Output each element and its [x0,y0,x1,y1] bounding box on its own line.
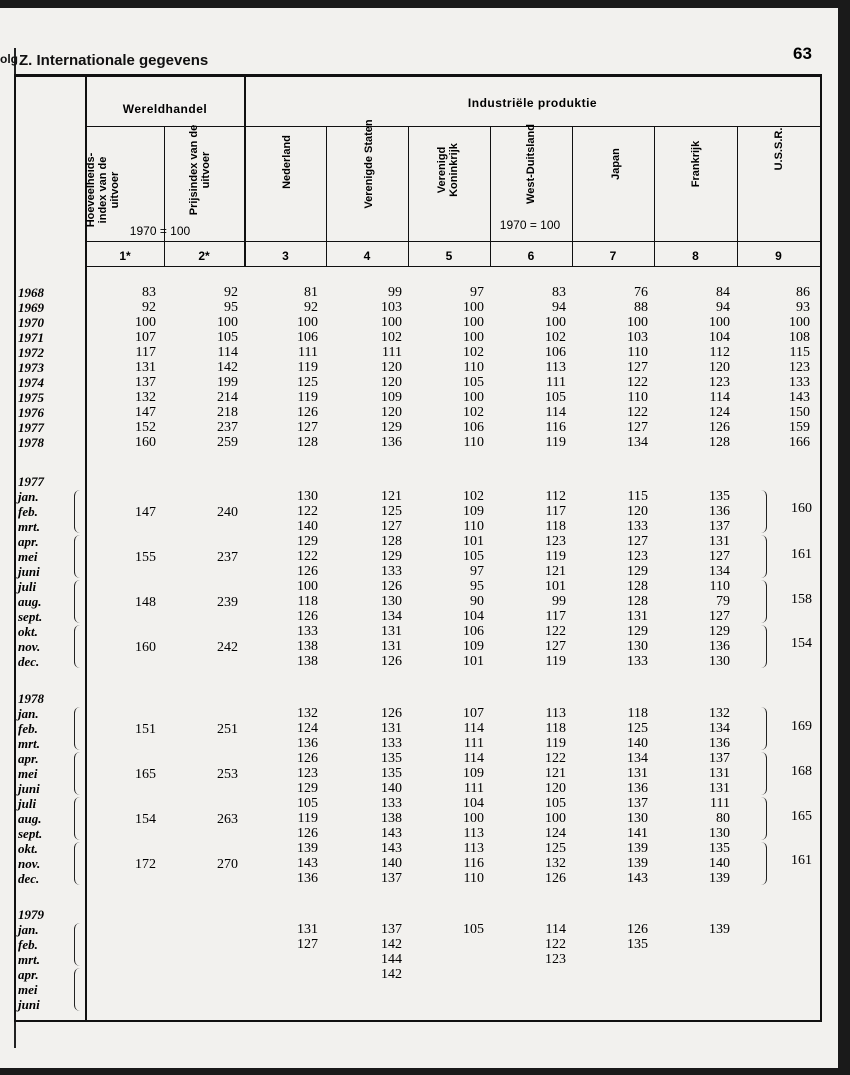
col-header-price-index: Prijsindex van de uitvoer [188,124,212,216]
year-labels: 1968 1969 1970 1971 1972 1973 1974 1975 1976 1977 1978 [18,285,44,450]
m1978-col8: 132 134 136 137 131 131 111 80 130 135 140 139 [709,706,730,886]
q1977-col9-q3: 158 [791,592,812,607]
quarter-brace [74,842,83,885]
quarter-brace [74,625,83,668]
q1978-col9-q2: 168 [791,764,812,779]
col-divider [572,126,573,266]
group-header-world-trade: Wereldhandel [122,102,208,116]
q1978-col9-q4: 161 [791,853,812,868]
quarter-brace [74,968,83,1011]
months-1977: jan. feb. mrt. apr. mei juni juli aug. sept. okt. nov. dec. [18,489,43,669]
left-fragment: olg [0,52,18,66]
quarter-brace [74,580,83,623]
years-col7: 76 88 100 103 110 127 122 110 122 127 134 [627,285,648,450]
q1977-col1-q2: 155 [135,550,156,565]
col-divider [490,126,491,266]
col-divider [164,126,165,266]
q1977-col2-q4: 242 [217,640,238,655]
m1979-col7: 126 135 [627,922,648,952]
group-header-industrial: Industriële produktie [467,96,598,110]
col-divider [408,126,409,266]
m1977-col7: 115 120 133 127 123 129 128 128 131 129 130 133 [627,489,648,669]
q1977-col9-q1: 160 [791,501,812,516]
m1978-col6: 113 118 119 122 121 120 105 100 124 125 132 126 [545,706,566,886]
q1978-col9-q1: 169 [791,719,812,734]
col-divider [737,126,738,266]
m1977-col6: 112 117 118 123 119 121 101 99 117 122 127 119 [545,489,566,669]
quarter-brace [74,707,83,750]
quarter-brace [74,923,83,966]
months-1978: jan. feb. mrt. apr. mei juni juli aug. sept. okt. nov. dec. [18,706,43,886]
col-number: 1* [119,249,131,263]
q1978-col2-q4: 270 [217,857,238,872]
quarter-brace [74,752,83,795]
colnum-rule [86,266,820,267]
q1978-col1-q4: 172 [135,857,156,872]
col-number: 8 [692,249,699,263]
top-rule [14,74,822,77]
col-number: 2* [198,249,210,263]
q1977-col1-q3: 148 [135,595,156,610]
months-1979: jan. feb. mrt. apr. mei juni [18,922,41,1012]
q1977-col2-q1: 240 [217,505,238,520]
q1978-col9-q3: 165 [791,809,812,824]
quarter-brace [74,535,83,578]
years-col5: 97 100 100 100 102 110 105 100 102 106 110 [463,285,484,450]
q1978-col2-q1: 251 [217,722,238,737]
col-number: 9 [775,249,782,263]
frame-line-right [820,76,822,1022]
m1978-col5: 107 114 111 114 109 111 104 100 113 113 116 110 [463,706,484,886]
section-title: Z. Internationale gegevens [19,52,209,69]
m1979-col8: 139 [709,922,730,937]
m1979-col4: 137 142 144 142 [381,922,402,982]
q1978-col1-q2: 165 [135,767,156,782]
q1977-col2-q2: 237 [217,550,238,565]
q1978-col2-q3: 263 [217,812,238,827]
years-col4: 99 103 100 102 111 120 120 109 120 129 136 [381,285,402,450]
base-year-trade: 1970 = 100 [129,224,191,238]
m1977-col4: 121 125 127 128 129 133 126 130 134 131 131 126 [381,489,402,669]
m1978-col7: 118 125 140 134 131 136 137 130 141 139 139 143 [627,706,648,886]
col-number: 5 [445,249,453,263]
years-col1: 83 92 100 107 117 131 137 132 147 152 160 [135,285,156,450]
group-underline-trade [86,126,244,127]
col-header-japan: Japan [610,148,622,180]
col-header-verenigd-koninkrijk: Verenigd Koninkrijk [436,143,460,197]
col-divider [326,126,327,266]
col-header-volume-index: Hoeveelheids-index van de uitvoer [85,152,121,228]
col-divider [654,126,655,266]
col-header-frankrijk: Frankrijk [690,140,702,188]
base-rule [86,241,820,242]
q1977-col9-q4: 154 [791,636,812,651]
m1977-col3: 130 122 140 129 122 126 100 118 126 133 138 138 [297,489,318,669]
years-col8: 84 94 100 104 112 120 123 114 124 126 128 [709,285,730,450]
col-header-ussr: U.S.S.R. [773,127,785,171]
col-header-west-duitsland: West-Duitsland [525,124,537,204]
m1979-col6: 114 122 123 [545,922,566,967]
col-header-verenigde-staten: Verenigde Staten [363,119,375,209]
q1977-col2-q3: 239 [217,595,238,610]
m1978-col4: 126 131 133 135 135 140 133 138 143 143 140 137 [381,706,402,886]
col-header-nederland: Nederland [281,135,293,189]
col-number: 6 [527,249,535,263]
frame-line-left [14,76,16,1022]
base-year-ind: 1970 = 100 [499,218,561,232]
q1978-col1-q3: 154 [135,812,156,827]
document-page [0,8,838,1068]
page-number: 63 [793,44,812,63]
col-number: 4 [363,249,371,263]
quarter-brace [74,490,83,533]
m1978-col3: 132 124 136 126 123 129 105 119 126 139 143 136 [297,706,318,886]
year-1977-label: 1977 [18,474,44,489]
year-1978-label: 1978 [18,691,44,706]
q1978-col2-q2: 253 [217,767,238,782]
years-col2: 92 95 100 105 114 142 199 214 218 237 259 [217,285,238,450]
year-1979-label: 1979 [18,907,44,922]
quarter-brace [74,797,83,840]
col-number: 3 [282,249,289,263]
m1977-col5: 102 109 110 101 105 97 95 90 104 106 109 101 [463,489,484,669]
col-number: 7 [609,249,617,263]
years-col9: 86 93 100 108 115 123 133 143 150 159 166 [789,285,810,450]
bottom-rule [14,1020,822,1022]
q1977-col1-q1: 147 [135,505,156,520]
years-col3: 81 92 100 106 111 119 125 119 126 127 128 [297,285,318,450]
m1979-col3: 131 127 [297,922,318,952]
q1978-col1-q1: 151 [135,722,156,737]
q1977-col9-q2: 161 [791,547,812,562]
q1977-col1-q4: 160 [135,640,156,655]
m1977-col8: 135 136 137 131 127 134 110 79 127 129 136 130 [709,489,730,669]
years-col6: 83 94 100 102 106 113 111 105 114 116 119 [545,285,566,450]
m1979-col5: 105 [463,922,484,937]
